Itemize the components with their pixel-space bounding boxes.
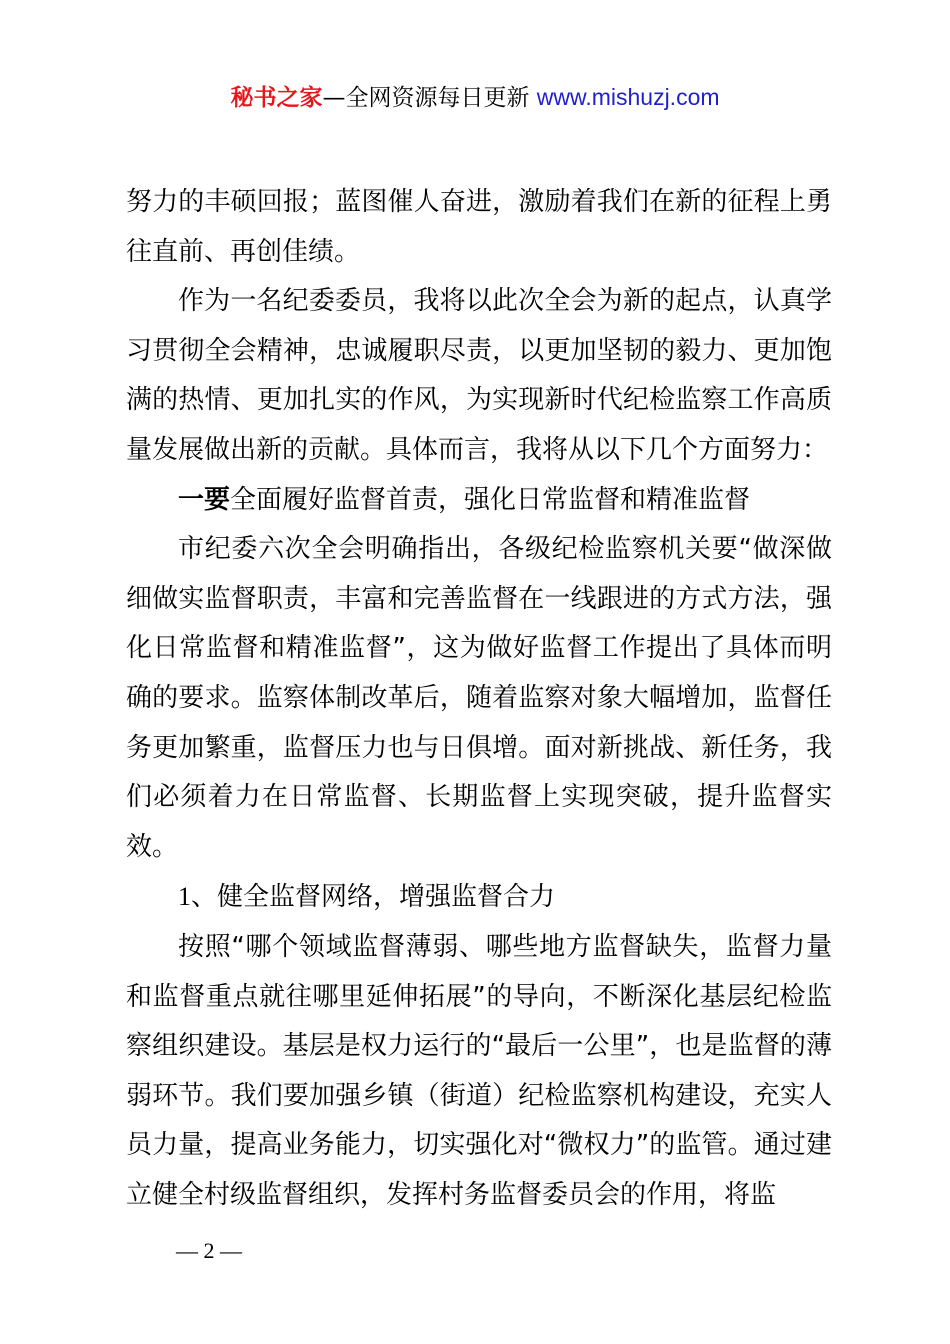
paragraph-network: 按照“哪个领域监督薄弱、哪些地方监督缺失，监督力量和监督重点就往哪里延伸拓展”的导向，不断深化基层纪检监察组织建设。基层是权力运行的“最后一公里”，也是监督的薄弱环节。我们要加强乡镇（街道）纪检监察机构建设，充实人员力量，提高业务能力，切实强化对“微权力”的监管。通过建立健全村级监督组织，发挥村务监督委员会的作用，将监: [126, 931, 832, 1210]
paragraph-continuation: 努力的丰硕回报；蓝图催人奋进，激励着我们在新的征程上勇往直前、再创佳绩。: [126, 187, 832, 267]
section-heading-text: 全面履好监督首责，强化日常监督和精准监督: [230, 484, 751, 515]
page-number: — 2 —: [176, 1238, 242, 1263]
paragraph-supervision: 市纪委六次全会明确指出，各级纪检监察机关要“做深做细做实监督职责，丰富和完善监督在一线跟进的方式方法，强化日常监督和精准监督”，这为做好监督工作提出了具体而明确的要求。监察体制改革后，随着监察对象大幅增加，监督任务更加繁重，监督压力也与日俱增。面对新挑战、新任务，我们必须着力在日常监督、长期监督上实现突破，提升监督实效。: [126, 534, 832, 862]
paragraph-intro: 作为一名纪委委员，我将以此次全会为新的起点，认真学习贯彻全会精神，忠诚履职尽责，以更加坚韧的毅力、更加饱满的热情、更加扎实的作风，为实现新时代纪检监察工作高质量发展做出新的贡献。具体而言，我将从以下几个方面努力：: [126, 286, 832, 465]
section-heading-1: [126, 476, 832, 526]
document-body: [126, 178, 832, 1220]
page-header: [0, 82, 950, 113]
subsection-heading-1: [126, 872, 832, 923]
brand-name: 秘书之家: [230, 85, 323, 111]
header-url[interactable]: www.mishuzj.com: [536, 84, 720, 110]
header-tagline: —全网资源每日更新: [322, 85, 530, 111]
section-heading-lead: 一要: [178, 484, 231, 515]
subsection-heading-text: 、健全监督网络，增强监督合力: [191, 882, 556, 913]
subsection-number: 1: [178, 882, 191, 912]
